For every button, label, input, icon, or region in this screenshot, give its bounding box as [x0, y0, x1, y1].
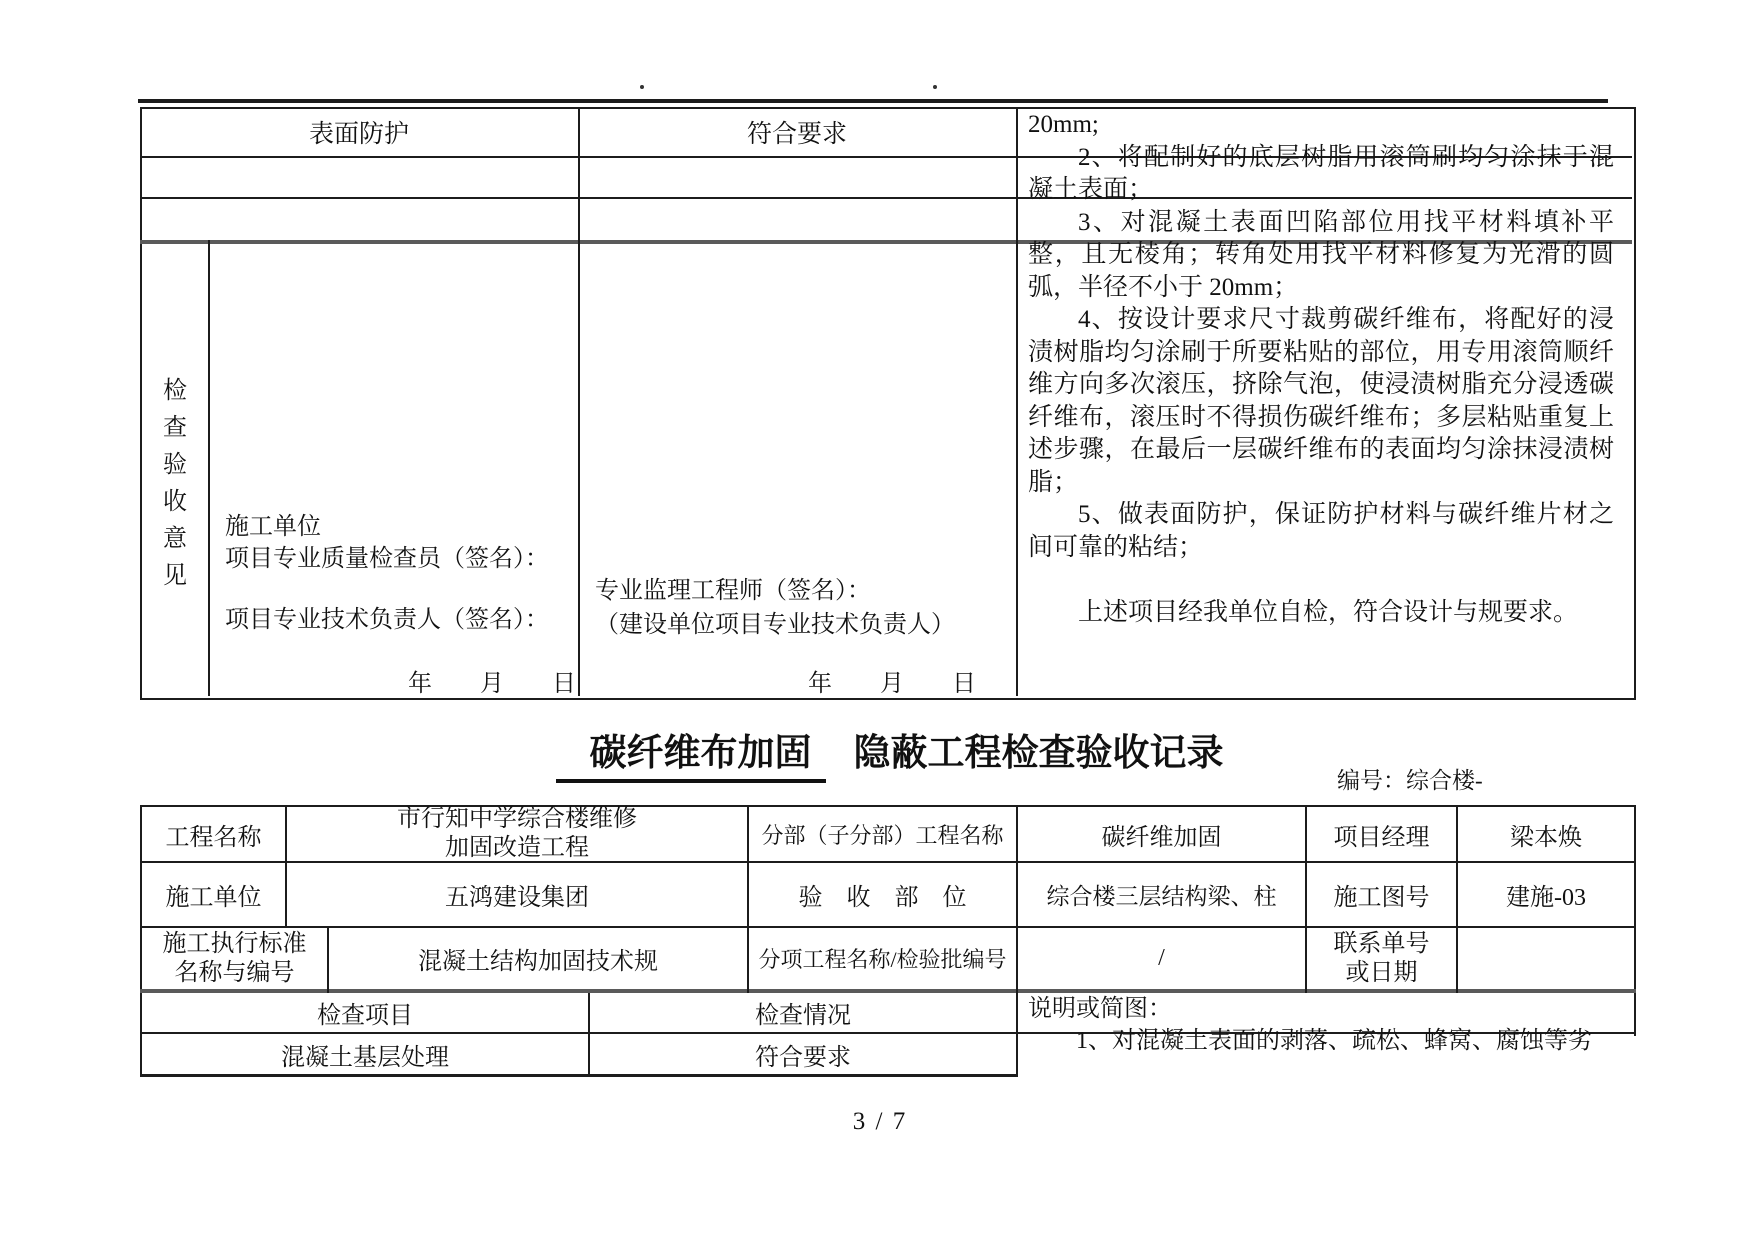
acceptance-part-value — [1018, 863, 1305, 926]
value-text: 建施-03 — [1506, 885, 1586, 911]
check-item-label: 表面防护 — [308, 120, 409, 148]
label-line1: 联系单号 — [1333, 930, 1430, 957]
check-item-text: 混凝土基层处理 — [281, 1044, 449, 1071]
label-line2: 或日期 — [1345, 959, 1418, 986]
project-name-value — [287, 807, 747, 861]
supervisor-engineer-label: 专业监理工程师（签名）： — [595, 578, 871, 604]
self-check-statement: 上述项目经我单位自检，符合设计与规要求。 — [1078, 599, 1579, 626]
page-number: 3 / 7 — [852, 1108, 908, 1135]
label-line2: 名称与编号 — [174, 959, 295, 986]
scan-artifact-dot — [640, 85, 644, 89]
check-item-header — [142, 993, 588, 1032]
check-status-value — [590, 1034, 1016, 1074]
construction-drawing-value — [1458, 863, 1634, 926]
opinion-label: 检查验收意见 — [163, 378, 187, 589]
check-status-text: 符合要求 — [755, 1044, 851, 1071]
note-paragraph: 20mm; — [1028, 111, 1099, 138]
label-text: 施工图号 — [1333, 885, 1430, 911]
title-rest-part: 隐蔽工程检查验收记录 — [853, 733, 1224, 774]
value-line2: 加固改造工程 — [445, 835, 589, 861]
label-text: 工程名称 — [165, 824, 262, 851]
contractor-date-line: 年 月 日 — [408, 671, 576, 697]
table2-right-border — [1634, 805, 1636, 1036]
check-item-concrete-base — [142, 1034, 588, 1074]
page-title — [0, 722, 1753, 776]
record-header-table — [140, 805, 1636, 1076]
check-item-surface-protection — [140, 107, 578, 156]
contractor-tech-lead-label: 项目专业技术负责人（签名）： — [225, 607, 549, 633]
supervisor-date-line: 年 月 日 — [808, 671, 976, 697]
serial-number-label: 编号：综合楼- — [1337, 768, 1483, 793]
label-line1: 施工执行标准 — [162, 930, 307, 957]
table2-bottom-border — [140, 1074, 1018, 1077]
acceptance-part-label — [749, 863, 1016, 926]
supervisor-alt-label: （建设单位项目专业技术负责人） — [595, 612, 955, 638]
value-text: 综合楼三层结构梁、柱 — [1046, 884, 1277, 909]
header-text: 检查项目 — [317, 1003, 413, 1029]
contact-number-value — [1458, 928, 1634, 989]
value-text: 梁本焕 — [1510, 824, 1582, 851]
table1-col-line — [1016, 107, 1018, 696]
top-rule — [138, 99, 1608, 103]
sub-item-batch-value — [1018, 928, 1305, 989]
opinion-label-cell — [140, 242, 210, 700]
construction-unit-value — [287, 863, 747, 926]
project-manager-label — [1307, 807, 1456, 861]
note-paragraph: 2、将配制好的底层树脂用滚筒刷均匀涂抹于混凝土表面； — [1028, 143, 1614, 203]
contact-number-label — [1307, 928, 1456, 989]
check-status-label: 符合要求 — [746, 120, 847, 148]
note-title: 说明或简图： — [1028, 996, 1172, 1022]
note-first-line: 1、对混凝土表面的剥落、疏松、蜂窝、腐蚀等劣 — [1076, 1028, 1592, 1054]
note-or-sketch-cell — [1028, 993, 1628, 1057]
subdivision-name-value — [1018, 807, 1305, 861]
project-manager-value — [1458, 807, 1634, 861]
value-text: / — [1158, 945, 1165, 971]
check-status-cell — [578, 107, 1016, 156]
sub-item-batch-label — [749, 928, 1016, 989]
label-text: 验 收 部 位 — [798, 885, 967, 911]
check-status-header — [590, 993, 1016, 1032]
label-text: 项目经理 — [1333, 824, 1430, 851]
note-paragraph: 4、按设计要求尺寸裁剪碳纤维布，将配好的浸渍树脂均匀涂刷于所要粘贴的部位，用专用滚筒顺纤维方向多次滚压，挤除气泡，使浸渍树脂充分浸透碳纤维布，滚压时不得损伤碳纤维布；多层粘贴重复上述步骤，在最后一层碳纤维布的表面均匀涂抹浸渍树脂； — [1028, 306, 1614, 496]
label-text: 施工单位 — [165, 885, 262, 911]
header-text: 检查情况 — [755, 1003, 851, 1029]
project-name-label — [142, 807, 285, 861]
label-text: 分项工程名称/检验批编号 — [758, 947, 1007, 972]
subdivision-name-label — [749, 807, 1016, 861]
table1-col-line — [578, 107, 580, 696]
title-underlined-part: 碳纤维布加固 — [556, 733, 826, 783]
value-line1: 市行知中学综合楼维修 — [397, 806, 637, 832]
value-text: 五鸿建设集团 — [445, 885, 589, 911]
label-text: 分部（子分部）工程名称 — [761, 822, 1004, 848]
scan-artifact-dot — [933, 85, 937, 89]
contractor-inspector-label: 项目专业质量检查员（签名）： — [225, 546, 549, 572]
execution-standard-label — [142, 928, 327, 989]
procedure-notes — [1028, 109, 1614, 630]
execution-standard-value — [329, 928, 747, 989]
contractor-org-label: 施工单位 — [225, 514, 321, 540]
value-text: 混凝土结构加固技术规 — [418, 949, 658, 975]
construction-unit-label — [142, 863, 285, 926]
value-text: 碳纤维加固 — [1101, 824, 1222, 851]
note-paragraph: 3、对混凝土表面凹陷部位用找平材料填补平整，且无棱角；转角处用找平材料修复为光滑的圆弧，半径不小于 20mm； — [1028, 208, 1614, 301]
inspection-acceptance-table — [140, 107, 1636, 700]
construction-drawing-label — [1307, 863, 1456, 926]
note-paragraph: 5、做表面防护，保证防护材料与碳纤维片材之间可靠的粘结； — [1028, 501, 1614, 561]
